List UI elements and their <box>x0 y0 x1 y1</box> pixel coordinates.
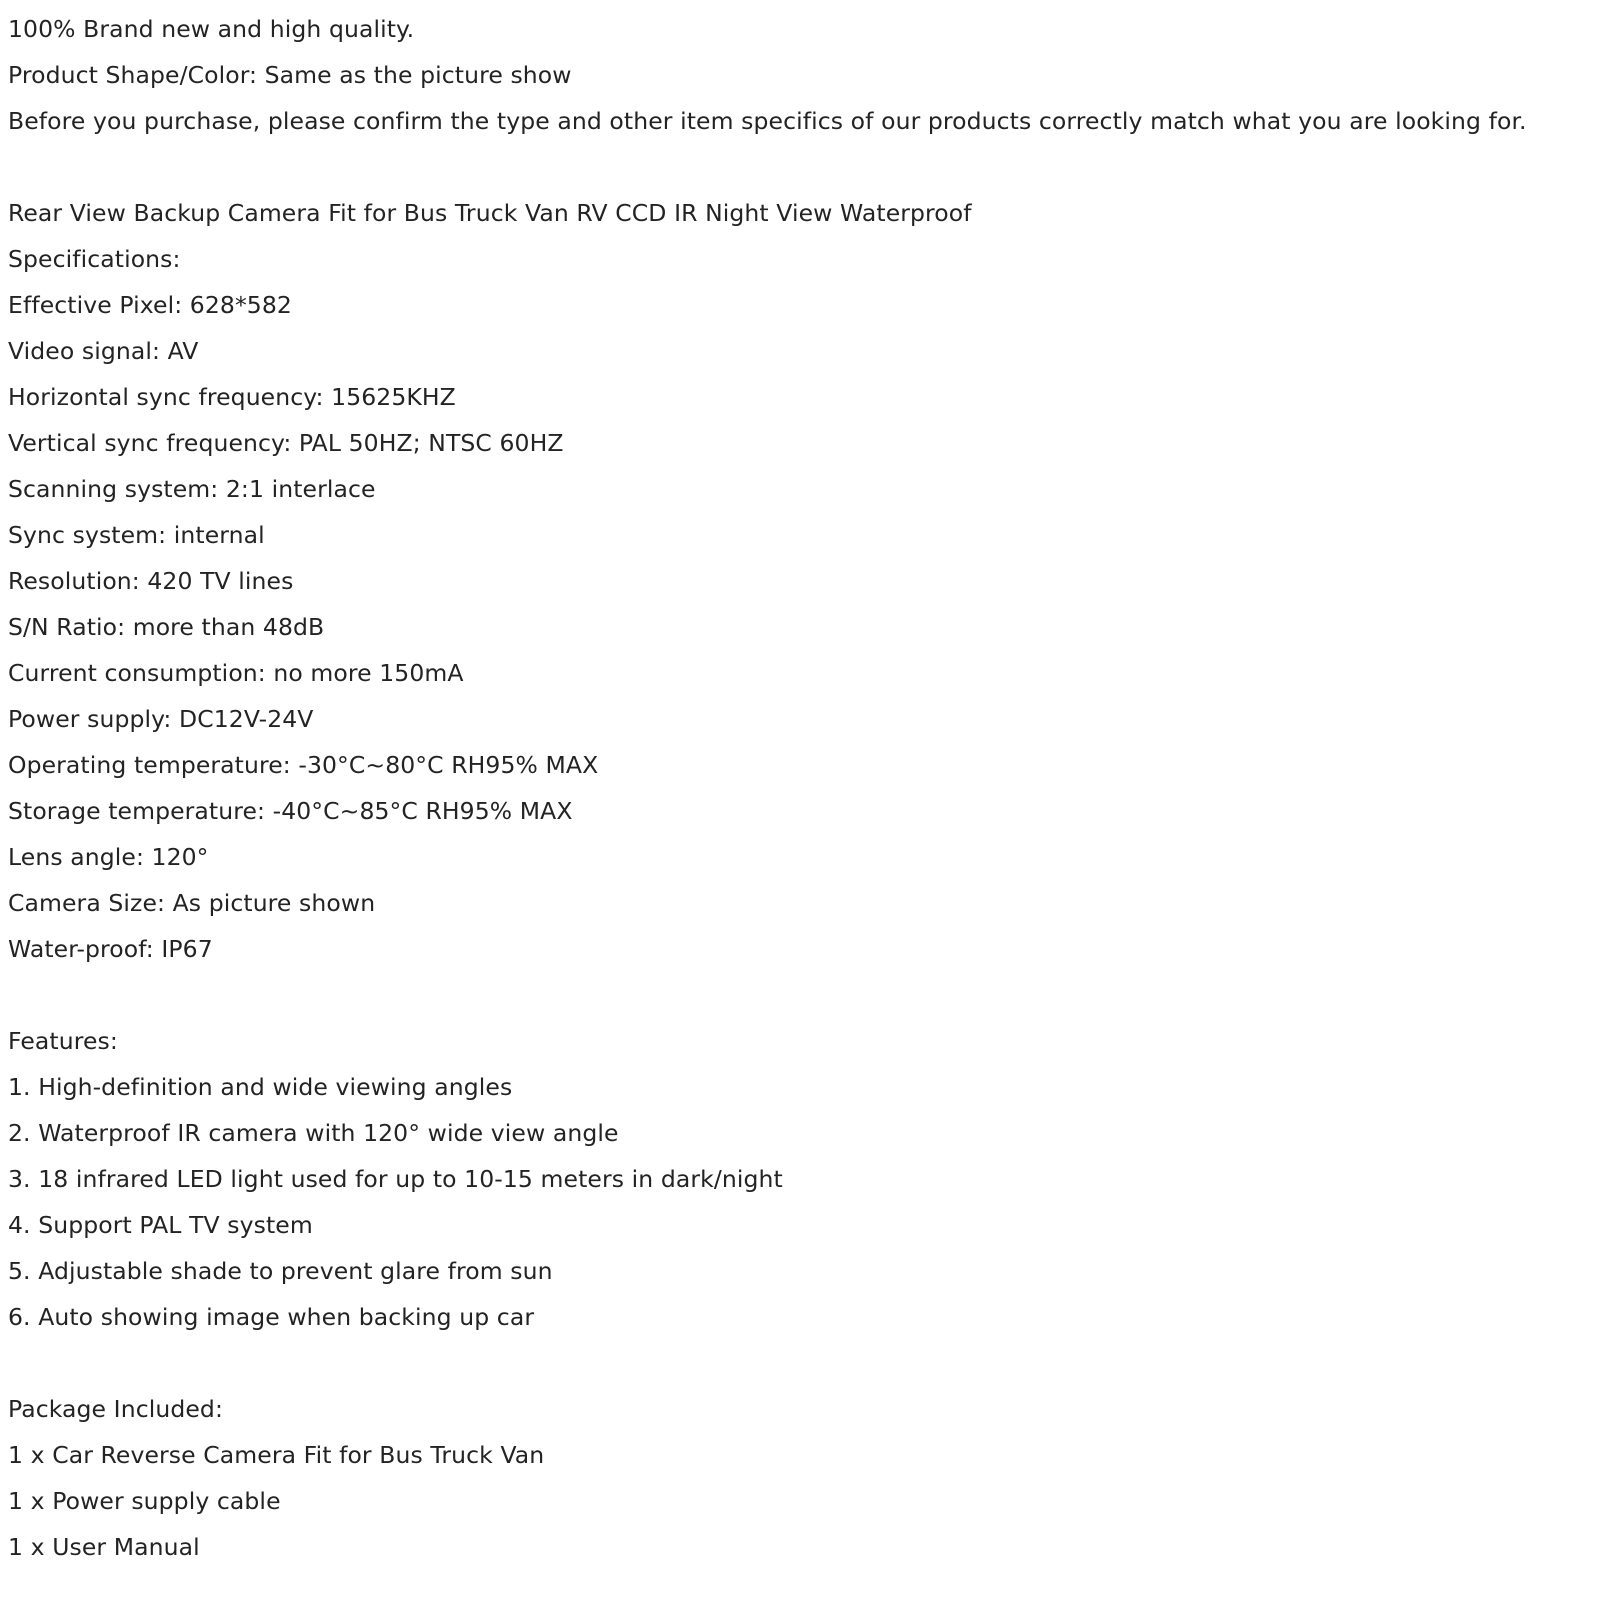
spec-line: Power supply: DC12V-24V <box>8 705 314 733</box>
intro-line: Before you purchase, please confirm the type and other item specifics of our products correctly match what you are looking for. <box>8 107 1527 135</box>
spec-line: Sync system: internal <box>8 521 265 549</box>
spec-line: Lens angle: 120° <box>8 843 209 871</box>
feature-line: 3. 18 infrared LED light used for up to 10-15 meters in dark/night <box>8 1165 783 1193</box>
spec-line: Storage temperature: -40°C~85°C RH95% MAX <box>8 797 573 825</box>
spec-line: Resolution: 420 TV lines <box>8 567 294 595</box>
features-heading: Features: <box>8 1027 118 1055</box>
package-heading: Package Included: <box>8 1395 223 1423</box>
spec-line: Operating temperature: -30°C~80°C RH95% MAX <box>8 751 599 779</box>
spacer <box>8 972 1592 1018</box>
package-line: 1 x Power supply cable <box>8 1487 281 1515</box>
intro-line: Product Shape/Color: Same as the picture show <box>8 61 572 89</box>
spec-line: Scanning system: 2:1 interlace <box>8 475 376 503</box>
spec-line: Horizontal sync frequency: 15625KHZ <box>8 383 456 411</box>
feature-line: 4. Support PAL TV system <box>8 1211 313 1239</box>
feature-line: 1. High-definition and wide viewing angles <box>8 1073 513 1101</box>
feature-line: 6. Auto showing image when backing up car <box>8 1303 535 1331</box>
spec-line: Video signal: AV <box>8 337 199 365</box>
spec-line: Vertical sync frequency: PAL 50HZ; NTSC 60HZ <box>8 429 564 457</box>
spacer <box>8 144 1592 190</box>
spec-line: S/N Ratio: more than 48dB <box>8 613 325 641</box>
spec-line: Current consumption: no more 150mA <box>8 659 464 687</box>
spacer <box>8 1340 1592 1386</box>
feature-line: 5. Adjustable shade to prevent glare from sun <box>8 1257 553 1285</box>
product-title: Rear View Backup Camera Fit for Bus Truck Van RV CCD IR Night View Waterproof <box>8 199 972 227</box>
intro-line: 100% Brand new and high quality. <box>8 15 415 43</box>
spec-line: Effective Pixel: 628*582 <box>8 291 292 319</box>
specifications-heading: Specifications: <box>8 245 181 273</box>
package-line: 1 x User Manual <box>8 1533 200 1561</box>
package-line: 1 x Car Reverse Camera Fit for Bus Truck Van <box>8 1441 545 1469</box>
feature-line: 2. Waterproof IR camera with 120° wide view angle <box>8 1119 619 1147</box>
spec-line: Water-proof: IP67 <box>8 935 213 963</box>
spec-line: Camera Size: As picture shown <box>8 889 376 917</box>
